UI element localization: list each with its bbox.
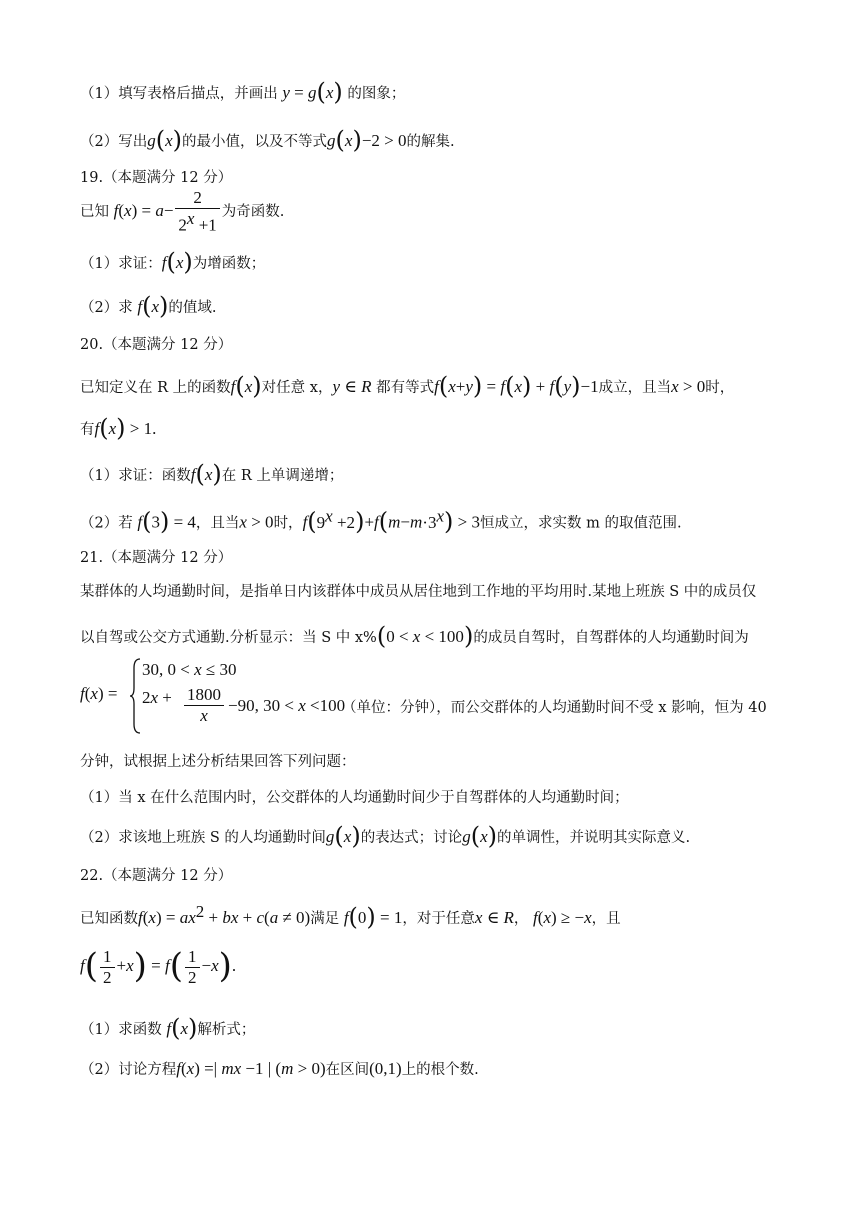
text: 的解集. bbox=[406, 134, 455, 150]
text: （1）求函数 bbox=[80, 1022, 162, 1038]
text: 已知 bbox=[80, 203, 109, 220]
text: ，对于任意 bbox=[402, 910, 475, 927]
unit-note: （单位：分钟），而公交群体的人均通勤时间不受 x 影响，恒为 40 bbox=[342, 700, 767, 716]
text: ，且 bbox=[591, 910, 621, 927]
q22-part1: （1）求函数 f(x)解析式； bbox=[80, 1014, 256, 1042]
text: 成立，且当 bbox=[598, 380, 672, 396]
q18-part1: （1）填写表格后描点，并画出 y = g(x) 的图象； bbox=[80, 78, 406, 106]
q21-text1: 某群体的人均通勤时间，是指单日内该群体中成员从居住地到工作地的平均用时.某地上班族 S 中的成员仅 bbox=[80, 584, 757, 600]
text: 的最小值，以及不等式 bbox=[182, 134, 328, 150]
text: 上的根个数. bbox=[401, 1062, 479, 1078]
text: 为增函数； bbox=[192, 256, 266, 272]
q20-part2: （2）若 f(3) = 4，且当x > 0时，$f(9^x +2)+f(m-m\cdot 3^x) > 3$恒成立，求实数 m 的取值范围. bbox=[80, 506, 682, 536]
q20-header: 20.（本题满分 12 分） bbox=[80, 337, 233, 353]
text: 解析式； bbox=[197, 1022, 256, 1038]
text: 为奇函数. bbox=[221, 203, 285, 220]
q19-part2: （2）求 f(x)的值域. bbox=[80, 292, 217, 320]
text: （2）若 bbox=[80, 515, 133, 532]
text: （2）讨论方程 bbox=[80, 1062, 177, 1078]
q20-part1: （1）求证：函数f(x)在 R 上单调递增； bbox=[80, 460, 344, 488]
q19-given: 已知 f(x) = a− $\frac{2}{2^x +1}$ 为奇函数. bbox=[80, 188, 285, 235]
q21-text2: 以自驾或公交方式通勤.分析显示：当 S 中 x%(0 < x < 100)的成员自驾时，自驾群体的人均通勤时间为 bbox=[80, 622, 749, 650]
text: （1）求证： bbox=[80, 256, 162, 272]
text: 的图象； bbox=[347, 86, 406, 102]
text: 已知定义在 R 上的函数 bbox=[80, 380, 231, 396]
text: （1）填写表格后描点，并画出 bbox=[80, 86, 278, 102]
text: 的成员自驾时，自驾群体的人均通勤时间为 bbox=[473, 630, 749, 646]
text: 恒成立，求实数 m 的取值范围. bbox=[479, 515, 682, 532]
text: 的单调性，并说明其实际意义. bbox=[496, 830, 691, 846]
text: （2）求该地上班族 S 的人均通勤时间 bbox=[80, 830, 326, 846]
q20-given: 已知定义在 R 上的函数f(x)对任意 x，y ∈ R 都有等式f(x+y) = f(x) + f(y)−1成立，且当x > 0时， bbox=[80, 372, 735, 400]
text: 以自驾或公交方式通勤.分析显示：当 S 中 x% bbox=[80, 630, 377, 646]
piecewise-function: f(x) = 30, 0 < x ≤ 30 2x + $\frac{1800}{x}$ −90, 30 < x <100 （单位：分钟），而公交群体的人均通勤时间不受 x 影响，恒为 40 bbox=[80, 652, 780, 738]
text: （1）求证：函数 bbox=[80, 468, 191, 484]
text: 时， bbox=[705, 380, 735, 396]
text: 有 bbox=[80, 422, 95, 438]
q21-text3: 分钟，试根据上述分析结果回答下列问题： bbox=[80, 754, 356, 770]
q21-part2: （2）求该地上班族 S 的人均通勤时间g(x)的表达式；讨论g(x)的单调性，并说明其实际意义. bbox=[80, 822, 691, 850]
q20-given2: 有f(x) > 1. bbox=[80, 414, 157, 442]
text: 时， bbox=[273, 515, 303, 532]
text: ，且当 bbox=[195, 515, 240, 532]
brace-icon bbox=[129, 658, 141, 734]
text: 都有等式 bbox=[376, 380, 435, 396]
q18-part2: （2）写出g(x)的最小值，以及不等式g(x)−2 > 0的解集. bbox=[80, 126, 455, 154]
text: 满足 bbox=[310, 910, 340, 927]
text: 对任意 x， bbox=[261, 380, 333, 396]
text: （2）写出 bbox=[80, 134, 148, 150]
text: 在区间 bbox=[325, 1062, 370, 1078]
q22-header: 22.（本题满分 12 分） bbox=[80, 868, 233, 884]
text: （2）求 bbox=[80, 300, 133, 316]
q22-given2: f( $\frac{1}{2}$ +x) = f( $\frac{1}{2}$ −x). bbox=[80, 946, 237, 987]
q22-given: 已知函数$f(x) = ax^2$ + bx + c(a ≠ 0)满足 f(0) = 1，对于任意x ∈ R， f(x) ≥ −x，且 bbox=[80, 902, 621, 931]
q19-part1: （1）求证：f(x)为增函数； bbox=[80, 248, 266, 276]
q21-header: 21.（本题满分 12 分） bbox=[80, 550, 233, 566]
text: 的值域. bbox=[168, 300, 217, 316]
q21-part1: （1）当 x 在什么范围内时，公交群体的人均通勤时间少于自驾群体的人均通勤时间； bbox=[80, 790, 629, 806]
text: 已知函数 bbox=[80, 910, 138, 927]
q19-header: 19.（本题满分 12 分） bbox=[80, 170, 233, 186]
q22-part2: （2）讨论方程f(x) =| mx −1 | (m > 0)在区间(0,1)上的根个数. bbox=[80, 1059, 479, 1078]
text: 在 R 上单调递增； bbox=[221, 468, 344, 484]
text: ， bbox=[513, 910, 529, 927]
text: 的表达式；讨论 bbox=[360, 830, 463, 846]
